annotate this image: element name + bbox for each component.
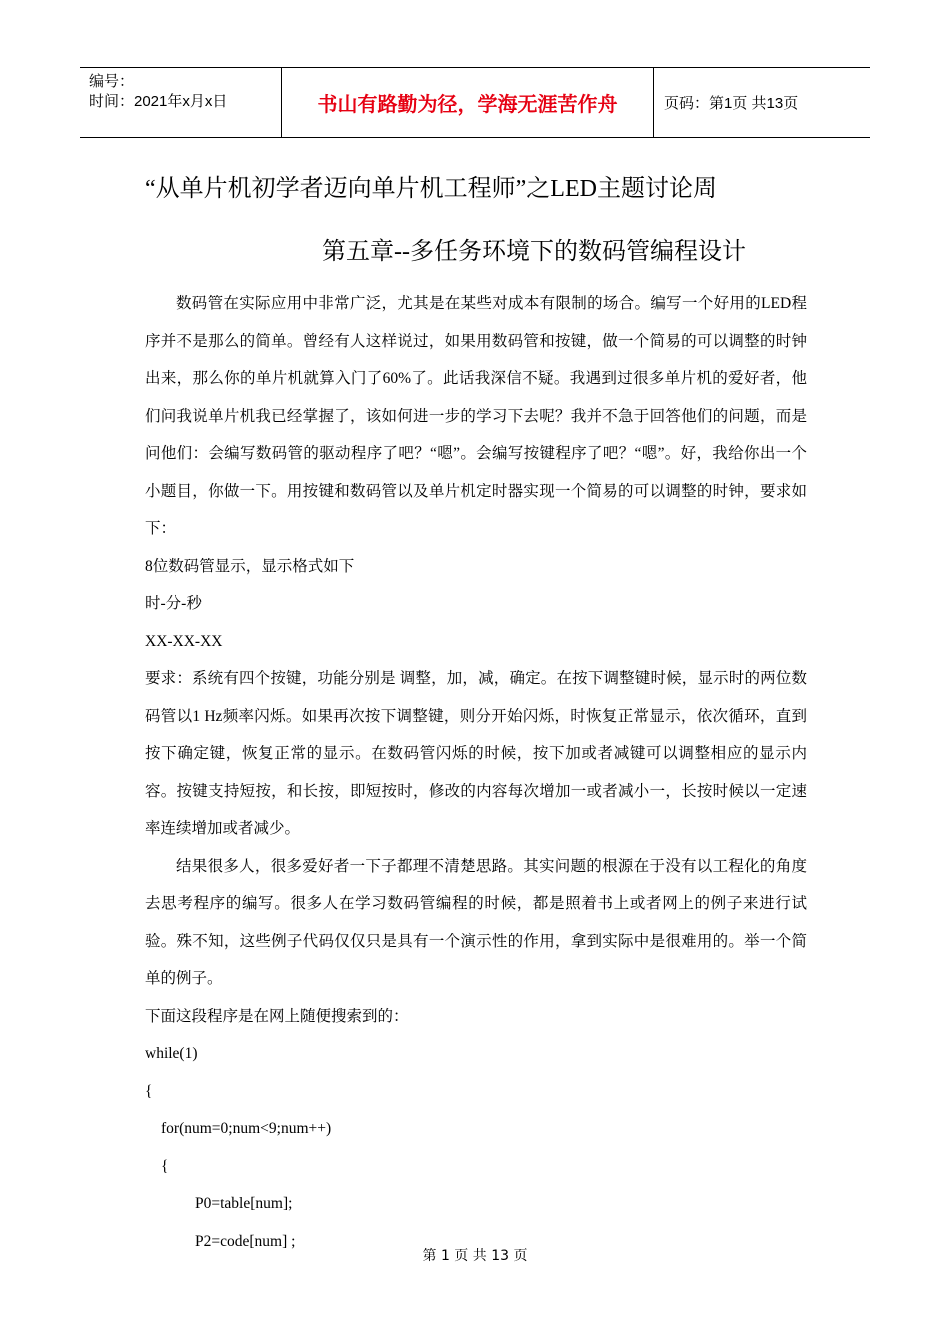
paragraph: 结果很多人，很多爱好者一下子都理不清楚思路。其实问题的根源在于没有以工程化的角度去思考程序的编写。很多人在学习数码管编程的时候，都是照着书上或者网上的例子来进行试验。殊不知，这些例子代码仅仅只是具有一个演示性的作用，拿到实际中是很难用的。举一个简单的例子。 [145, 857, 807, 987]
code-line: for(num=0;num<9;num++) [161, 1120, 332, 1137]
header-meta [80, 68, 281, 137]
paragraph: 下面这段程序是在网上随便搜索到的： [145, 1007, 409, 1025]
document-title: “从单片机初学者迈向单片机工程师”之LED主题讨论周 [145, 176, 717, 202]
header-page-number: 页码：第1页 共13页 [664, 95, 799, 112]
document-date-label: 时间：2021年x月x日 [89, 93, 228, 110]
paragraph: 时-分-秒 [145, 595, 202, 612]
code-line: while(1) [145, 1045, 198, 1062]
chapter-title: 第五章--多任务环境下的数码管编程设计 [322, 239, 746, 265]
paragraph: XX-XX-XX [145, 632, 223, 650]
page-footer: 第 1 页 共 13 页 [422, 1248, 528, 1264]
code-line: P0=table[num]; [195, 1195, 293, 1212]
document-header [80, 67, 870, 138]
paragraph: 要求：系统有四个按键，功能分别是 调整，加，减，确定。在按下调整键时候，显示时的两位数码管以1 Hz频率闪烁。如果再次按下调整键，则分开始闪烁，时恢复正常显示，依次循环，直到按下确定键，恢复正常的显示。在数码管闪烁的时候，按下加或者减键可以调整相应的显示内容。按键支持短按，和长按，即短按时，修改的内容每次增加一或者减小一，长按时候以一定速率连续增加或者减少。 [145, 670, 807, 837]
code-line: { [161, 1157, 169, 1175]
paragraph: 数码管在实际应用中非常广泛，尤其是在某些对成本有限制的场合。编写一个好用的LED程序并不是那么的简单。曾经有人这样说过，如果用数码管和按键，做一个简易的可以调整的时钟出来，那么你的单片机就算入门了60%了。此话我深信不疑。我遇到过很多单片机的爱好者，他们问我说单片机我已经掌握了，该如何进一步的学习下去呢？我并不急于回答他们的问题，而是问他们：会编写数码管的驱动程序了吧？“嗯”。会编写按键程序了吧？“嗯”。好，我给你出一个小题目，你做一下。用按键和数码管以及单片机定时器实现一个简易的可以调整的时钟，要求如下： [145, 295, 807, 537]
header-motto: 书山有路勤为径，学海无涯苦作舟 [281, 68, 654, 137]
paragraph: 8位数码管显示，显示格式如下 [145, 557, 355, 575]
code-line: P2=code[num] ; [195, 1232, 296, 1250]
document-number-label: 编号： [89, 73, 135, 90]
code-line: { [145, 1082, 153, 1100]
document-body [145, 285, 807, 1260]
